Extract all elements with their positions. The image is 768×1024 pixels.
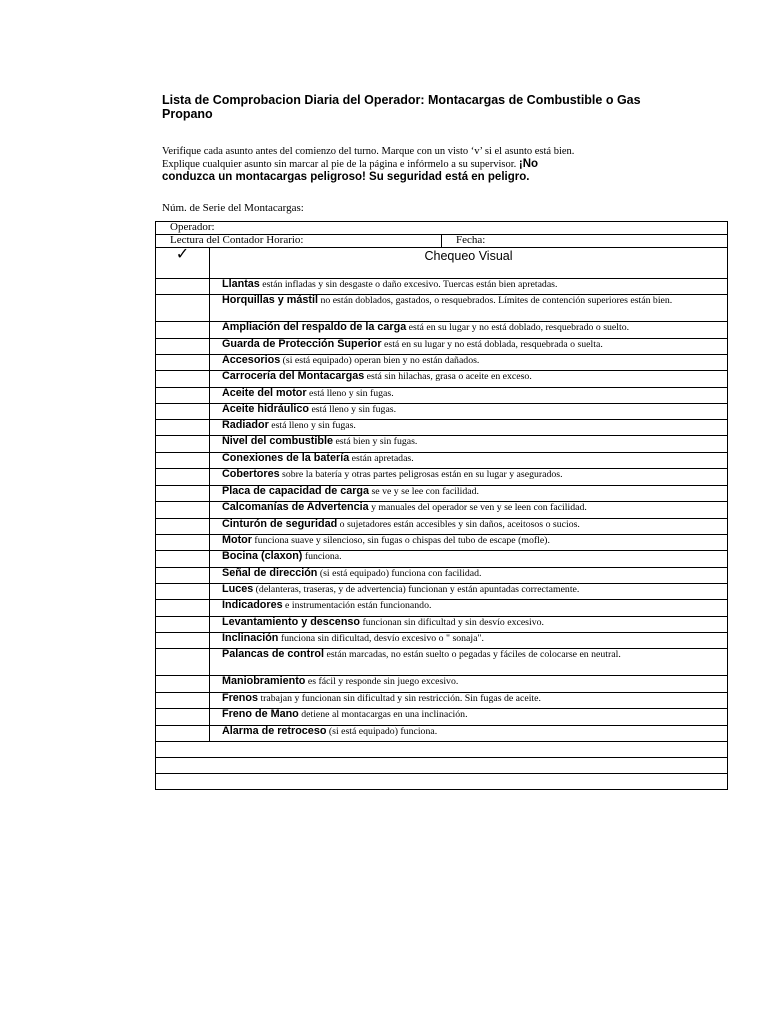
checklist-item	[210, 502, 728, 519]
item-description: funcionan sin dificultad y sin desvío excesivo.	[360, 617, 544, 628]
item-name: Cinturón de seguridad	[222, 518, 338, 530]
checklist-row	[156, 600, 728, 617]
item-description: (si está equipado) funciona.	[326, 726, 438, 737]
item-name: Calcomanías de Advertencia	[222, 501, 369, 513]
checklist-row	[156, 726, 728, 742]
item-description: funciona sin dificultad, desvío excesivo o " sonaja".	[278, 633, 484, 644]
item-name: Luces	[222, 583, 254, 595]
checklist-row	[156, 420, 728, 436]
meter-date-row	[156, 235, 728, 248]
checklist-row	[156, 295, 728, 322]
checklist-row	[156, 551, 728, 568]
checklist-item	[210, 584, 728, 600]
checklist-row	[156, 519, 728, 535]
check-cell[interactable]	[156, 519, 210, 535]
instructions-text: Verifique cada asunto antes del comienzo del turno. Marque con un visto ‘v’ si el asunto está bien. Explique cualquier asunto sin marcar al pie de la página e infórmelo a su supervisor.	[162, 146, 575, 170]
checklist-row	[156, 388, 728, 404]
item-description: trabajan y funcionan sin dificultad y sin restricción. Sin fugas de aceite.	[258, 693, 541, 704]
blank-notes-cell[interactable]	[156, 774, 728, 790]
checkmark-icon: ✓	[175, 247, 190, 263]
item-name: Guarda de Protección Superior	[222, 338, 382, 350]
item-description: está lleno y sin fugas.	[306, 388, 394, 399]
check-cell[interactable]	[156, 404, 210, 420]
visual-check-label: Chequeo Visual	[424, 249, 513, 263]
checklist-item	[210, 388, 728, 404]
item-description: (delanteras, traseras, y de advertencia) funcionan y están apuntadas correctamente.	[253, 584, 580, 595]
item-name: Bocina (claxon)	[222, 550, 303, 562]
item-description: funciona.	[302, 551, 342, 562]
item-name: Nivel del combustible	[222, 435, 333, 447]
checklist-item	[210, 519, 728, 535]
checklist-row	[156, 404, 728, 420]
check-cell[interactable]	[156, 551, 210, 568]
item-name: Ampliación del respaldo de la carga	[222, 321, 407, 333]
checklist-row	[156, 436, 728, 453]
item-description: (si está equipado) funciona con facilidad.	[317, 568, 482, 579]
check-cell[interactable]	[156, 709, 210, 726]
checklist-item	[210, 469, 728, 486]
checklist-item	[210, 322, 728, 339]
check-cell[interactable]	[156, 388, 210, 404]
item-name: Inclinación	[222, 632, 279, 644]
checklist-item	[210, 649, 728, 676]
check-cell[interactable]	[156, 502, 210, 519]
check-cell[interactable]	[156, 676, 210, 693]
checklist-item	[210, 453, 728, 469]
checklist-row	[156, 502, 728, 519]
visual-check-header	[210, 248, 728, 279]
item-name: Cobertores	[222, 468, 280, 480]
item-description: están apretadas.	[349, 453, 414, 464]
blank-notes-cell[interactable]	[156, 742, 728, 758]
check-cell[interactable]	[156, 617, 210, 633]
item-name: Placa de capacidad de carga	[222, 485, 370, 497]
item-description: están infladas y sin desgaste o daño excesivo. Tuercas están bien apretadas.	[259, 279, 558, 290]
check-cell[interactable]	[156, 355, 210, 371]
item-name: Accesorios	[222, 354, 281, 366]
document-title: Lista de Comprobacion Diaria del Operador: Montacargas de Combustible o Gas Propano	[162, 93, 641, 121]
check-cell[interactable]	[156, 486, 210, 502]
item-name: Frenos	[222, 692, 258, 704]
check-cell[interactable]	[156, 436, 210, 453]
item-description: o sujetadores están accesibles y sin daños, aceitosos o sucios.	[337, 519, 580, 530]
item-name: Conexiones de la batería	[222, 452, 350, 464]
check-cell[interactable]	[156, 420, 210, 436]
check-cell[interactable]	[156, 339, 210, 355]
item-name: Carrocería del Montacargas	[222, 370, 365, 382]
check-cell[interactable]	[156, 322, 210, 339]
item-name: Levantamiento y descenso	[222, 616, 361, 628]
operator-label: Operador:	[170, 221, 215, 233]
checklist-row	[156, 693, 728, 709]
item-description: (si está equipado) operan bien y no están dañados.	[280, 355, 480, 366]
serial-number-label: Núm. de Serie del Montacargas:	[162, 202, 304, 214]
item-name: Llantas	[222, 278, 260, 290]
checklist-row	[156, 633, 728, 649]
checklist-item	[210, 676, 728, 693]
item-name: Maniobramiento	[222, 675, 306, 687]
checklist-item	[210, 486, 728, 502]
check-cell[interactable]	[156, 371, 210, 388]
date-field[interactable]	[442, 235, 728, 248]
operator-field[interactable]	[156, 222, 728, 235]
check-cell[interactable]	[156, 535, 210, 551]
inspection-checklist-table	[155, 221, 728, 790]
item-description: e instrumentación están funcionando.	[282, 600, 432, 611]
item-description: sobre la batería y otras partes peligrosas están en su lugar y asegurados.	[279, 469, 563, 480]
blank-notes-row	[156, 758, 728, 774]
instructions-paragraph	[162, 146, 582, 184]
item-description: están marcadas, no están suelto o pegadas y fáciles de colocarse en neutral.	[324, 649, 621, 660]
check-cell[interactable]	[156, 633, 210, 649]
checklist-item	[210, 420, 728, 436]
blank-notes-row	[156, 742, 728, 758]
item-name: Alarma de retroceso	[222, 725, 327, 737]
item-description: está lleno y sin fugas.	[309, 404, 397, 415]
check-cell[interactable]	[156, 649, 210, 676]
check-cell[interactable]	[156, 584, 210, 600]
item-description: está en su lugar y no está doblada, resquebrada o suelta.	[381, 339, 603, 350]
check-cell[interactable]	[156, 469, 210, 486]
checklist-item	[210, 371, 728, 388]
item-name: Freno de Mano	[222, 708, 299, 720]
blank-notes-cell[interactable]	[156, 758, 728, 774]
checklist-row	[156, 568, 728, 584]
checklist-item	[210, 600, 728, 617]
checklist-row	[156, 649, 728, 676]
checklist-row	[156, 453, 728, 469]
checklist-item	[210, 693, 728, 709]
checklist-row	[156, 371, 728, 388]
item-description: es fácil y responde sin juego excesivo.	[305, 676, 459, 687]
check-cell[interactable]	[156, 453, 210, 469]
checklist-row	[156, 709, 728, 726]
blank-notes-row	[156, 774, 728, 790]
item-name: Señal de dirección	[222, 567, 318, 579]
checklist-row	[156, 339, 728, 355]
checklist-item	[210, 633, 728, 649]
checklist-item	[210, 551, 728, 568]
item-name: Horquillas y mástil	[222, 294, 319, 306]
checklist-item	[210, 279, 728, 295]
item-description: se ve y se lee con facilidad.	[369, 486, 479, 497]
item-name: Aceite hidráulico	[222, 403, 309, 415]
hour-meter-field[interactable]	[156, 235, 442, 248]
checklist-item	[210, 535, 728, 551]
checklist-item	[210, 339, 728, 355]
operator-row	[156, 222, 728, 235]
checklist-item	[210, 709, 728, 726]
check-cell[interactable]	[156, 279, 210, 295]
date-label: Fecha:	[456, 234, 486, 246]
item-description: y manuales del operador se ven y se leen con facilidad.	[368, 502, 587, 513]
checklist-row	[156, 584, 728, 600]
item-name: Indicadores	[222, 599, 283, 611]
hour-meter-label: Lectura del Contador Horario:	[170, 234, 304, 246]
checklist-item	[210, 436, 728, 453]
item-name: Palancas de control	[222, 648, 325, 660]
checklist-row	[156, 676, 728, 693]
checklist-item	[210, 617, 728, 633]
safety-warning: ¡No conduzca un montacargas peligroso! Su seguridad está en peligro.	[162, 158, 539, 183]
item-description: está en su lugar y no está doblado, resquebrado o suelto.	[406, 322, 630, 333]
item-description: está lleno y sin fugas.	[268, 420, 356, 431]
check-cell[interactable]	[156, 568, 210, 584]
checklist-row	[156, 535, 728, 551]
checklist-item	[210, 404, 728, 420]
checklist-row	[156, 279, 728, 295]
checklist-item	[210, 355, 728, 371]
checklist-row	[156, 486, 728, 502]
checklist-row	[156, 469, 728, 486]
item-description: está sin hilachas, grasa o aceite en exceso.	[364, 371, 532, 382]
checklist-row	[156, 617, 728, 633]
check-cell[interactable]	[156, 600, 210, 617]
checklist-item	[210, 295, 728, 322]
item-name: Motor	[222, 534, 252, 546]
checklist-row	[156, 355, 728, 371]
checklist-item	[210, 726, 728, 742]
checklist-header-row	[156, 248, 728, 279]
checklist-row	[156, 322, 728, 339]
item-description: detiene al montacargas en una inclinación.	[298, 709, 468, 720]
item-name: Aceite del motor	[222, 387, 307, 399]
item-description: no están doblados, gastados, o resquebrados. Límites de contención superiores están bien.	[318, 295, 673, 306]
checklist-item	[210, 568, 728, 584]
item-description: está bien y sin fugas.	[333, 436, 418, 447]
check-cell[interactable]	[156, 726, 210, 742]
check-cell[interactable]	[156, 295, 210, 322]
check-cell[interactable]	[156, 693, 210, 709]
item-description: funciona suave y silencioso, sin fugas o chispas del tubo de escape (mofle).	[251, 535, 550, 546]
item-name: Radiador	[222, 419, 269, 431]
check-column-header	[156, 248, 210, 279]
